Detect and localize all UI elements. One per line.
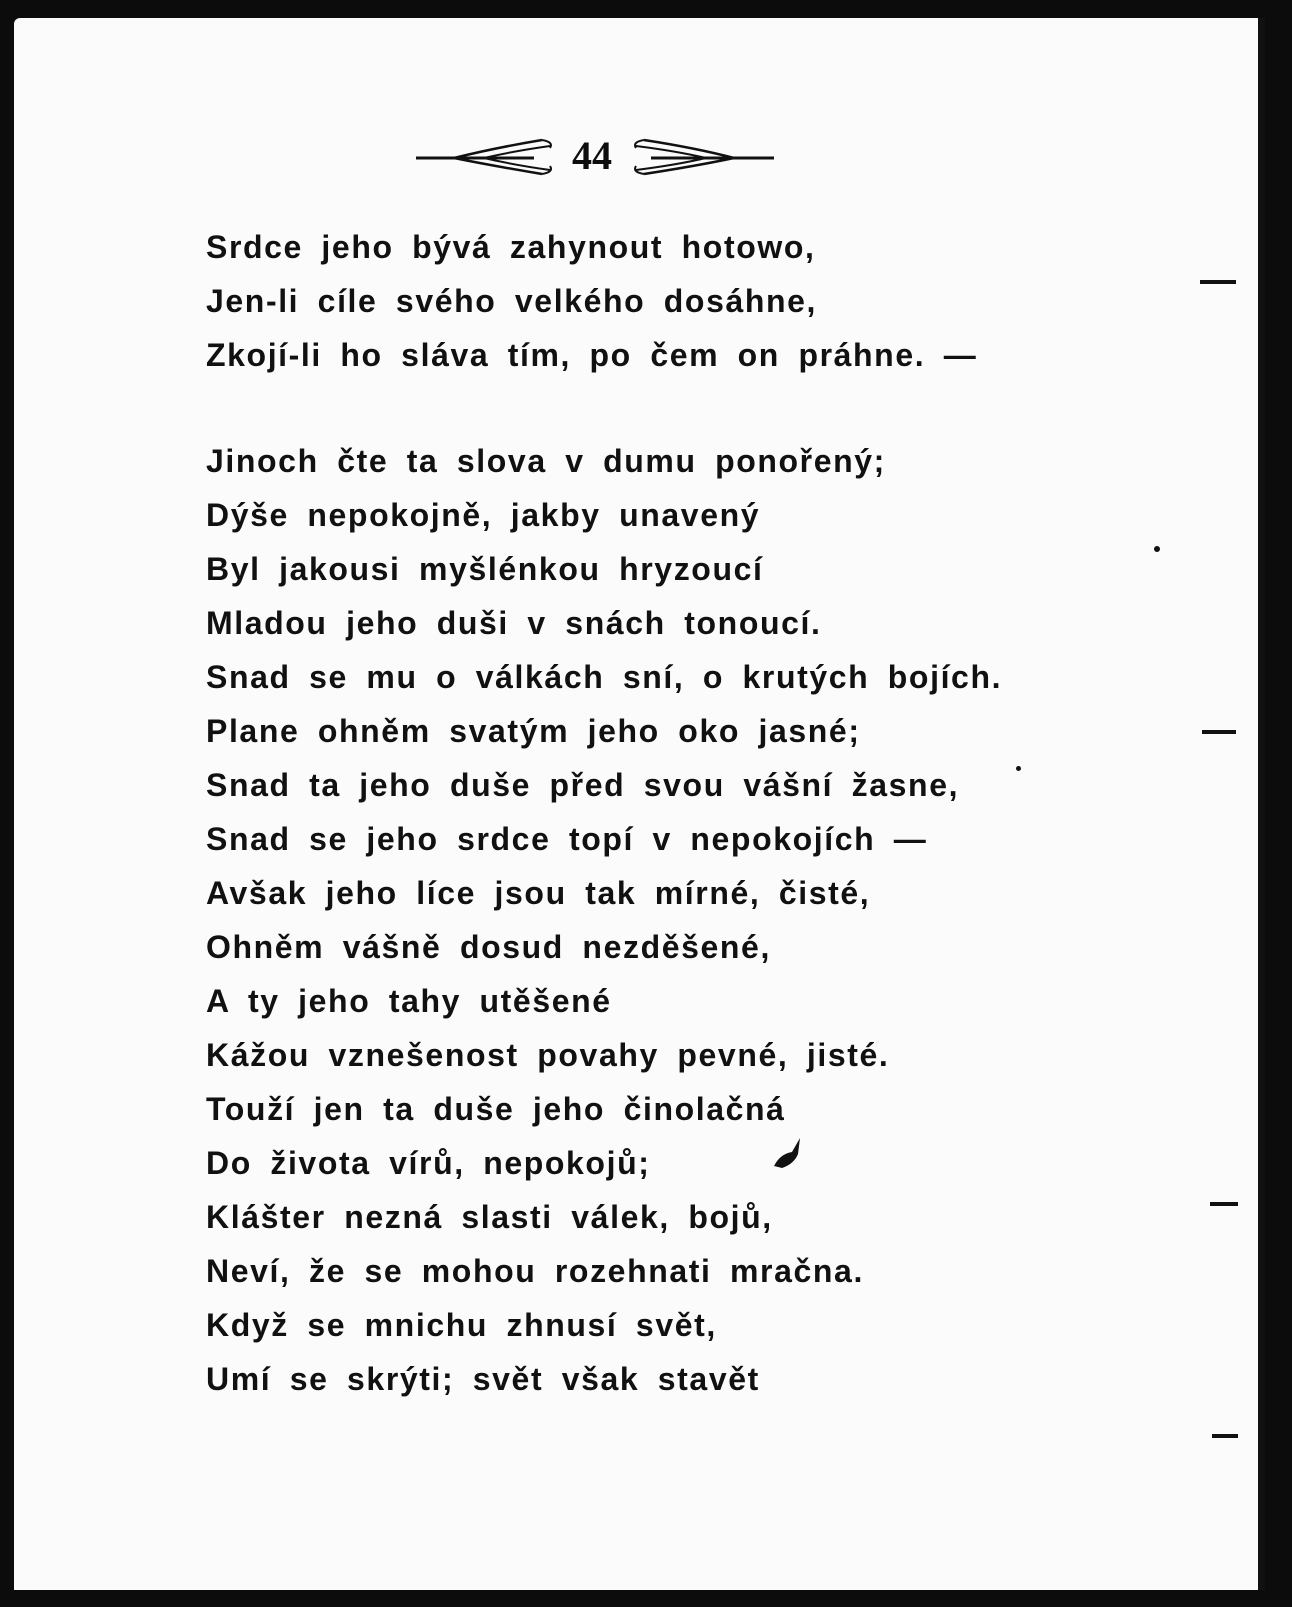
poem-line: Snad se mu o válkách sní, o krutých bojích. <box>206 659 1003 695</box>
stanza-gap <box>206 382 1106 434</box>
page-gutter-edge <box>1258 18 1265 1590</box>
poem-line: Plane ohněm svatým jeho oko jasné; <box>206 713 861 749</box>
stanza <box>206 434 1106 1406</box>
ink-blot-icon <box>772 1136 806 1172</box>
poem-line: Touží jen ta duše jeho činolačná <box>206 1091 786 1127</box>
poem-line: Ohněm vášně dosud nezděšené, <box>206 929 771 965</box>
scroll-ornament-right-icon <box>626 118 776 178</box>
poem-line: Srdce jeho bývá zahynout hotowo, <box>206 229 816 265</box>
poem-line: Snad ta jeho duše před svou vášní žasne, <box>206 767 960 803</box>
book-page <box>14 18 1260 1590</box>
poem-line: Neví, že se mohou rozehnati mračna. <box>206 1253 864 1289</box>
gutter-tick <box>1200 280 1236 284</box>
poem-text <box>206 220 1106 1406</box>
poem-line: Do života vírů, nepokojů; <box>206 1145 651 1181</box>
poem-line: Kážou vznešenost povahy pevné, jisté. <box>206 1037 890 1073</box>
poem-line: Mladou jeho duši v snách tonoucí. <box>206 605 822 641</box>
scroll-ornament-left-icon <box>414 118 559 178</box>
poem-line: Když se mnichu zhnusí svět, <box>206 1307 717 1343</box>
poem-line: Avšak jeho líce jsou tak mírné, čisté, <box>206 875 871 911</box>
gutter-tick <box>1210 1202 1238 1206</box>
poem-line: A ty jeho tahy utěšené <box>206 983 612 1019</box>
poem-line: Jinoch čte ta slova v dumu ponořený; <box>206 443 886 479</box>
gutter-tick <box>1202 730 1236 734</box>
poem-line: Klášter nezná slasti válek, bojů, <box>206 1199 773 1235</box>
page-header <box>14 118 1214 178</box>
poem-line: Snad se jeho srdce topí v nepokojích — <box>206 821 928 857</box>
poem-line: Byl jakousi myšlénkou hryzoucí <box>206 551 764 587</box>
poem-line: Dýše nepokojně, jakby unavený <box>206 497 761 533</box>
poem-line: Zkojí-li ho sláva tím, po čem on práhne. — <box>206 337 978 373</box>
ink-speck <box>1154 546 1160 552</box>
stanza <box>206 220 1106 382</box>
ink-speck <box>1016 766 1021 771</box>
page-number: 44 <box>572 133 612 178</box>
poem-line: Umí se skrýti; svět však stavět <box>206 1361 760 1397</box>
gutter-tick <box>1212 1434 1238 1438</box>
poem-line: Jen-li cíle svého velkého dosáhne, <box>206 283 818 319</box>
